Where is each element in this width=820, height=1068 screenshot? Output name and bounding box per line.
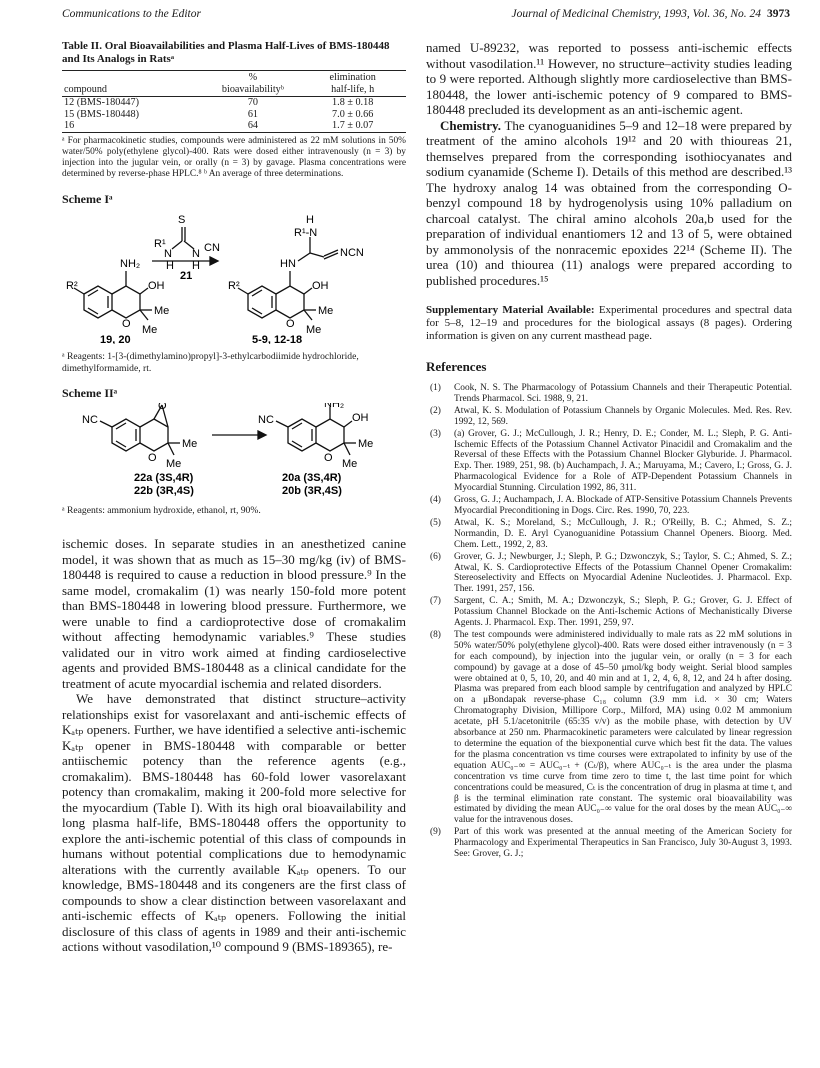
scheme2-nc-right: NC [258, 413, 274, 426]
reference-item [426, 827, 792, 860]
scheme2-oh: OH [352, 411, 369, 424]
reference-item [426, 630, 792, 826]
right-paragraph-1: named U-89232, was reported to possess anti-ischemic effects without vasodilation.¹¹ However, no structure–activity studies leading to 9 were reported. Although slightly more cardioselective than BMS-180448, the lower anti-ischemic potency of 9 compared to BMS-180448 precluded its development as an anti-ischemic agent. [426, 40, 792, 117]
reference-text: Part of this work was presented at the annual meeting of the American Society for Pharmacology and Experimental Therapeutics in San Francisco, July 30-August 3, 1993. See: Grover, G. J.; [454, 827, 792, 860]
supplementary-heading: Supplementary Material Available: [426, 304, 595, 316]
scheme-2-footnote: ᵃ Reagents: ammonium hydroxide, ethanol, rt, 90%. [62, 504, 261, 516]
scheme1-o-right: O [286, 318, 295, 331]
chemistry-paragraph [426, 118, 792, 289]
header-bioavailability-label: bioavailabilityᵇ [221, 83, 284, 95]
header-elimination: elimination [329, 72, 376, 83]
supplementary-material [426, 304, 792, 343]
scheme1-h-left: H [166, 260, 174, 273]
cell-bioavailability: 61 [247, 108, 258, 120]
table-row [62, 120, 406, 132]
cell-compound: 15 (BMS-180448) [64, 108, 139, 120]
left-paragraph-1: ischemic doses. In separate studies in an anesthetized canine model, it was shown that as much as 15–30 mg/kg (iv) of BMS-180448 is required to cause a reduction in blood pressure.⁹ In the same model, cromakalim (1) was nearly 150-fold more potent than BMS-180448 in lowering blood pressure. Furthermore, we were unable to find a cardioprotective dose of cromakalim without affecting hemodynamic variables.⁹ These studies validated our in vitro work aimed at finding cardioselective agents and provided BMS-180448 as a clinical candidate for the treatment of acute myocardial ischemia and related disorders. [62, 536, 406, 691]
scheme2-nh2: NH₂ [324, 402, 345, 410]
scheme1-me-right-b: Me [306, 324, 322, 337]
table-footnote: ᵃ For pharmacokinetic studies, compounds were administered as 22 mM solutions in 50% water/50% poly(ethylene glycol)-400. Rats were dosed either intravenously (n = 3) by injection into the jugular vein, or orally (n = 3) by gavage. Plasma concentrations were determined by reverse-phase HPLC.⁸ ᵇ An average of three determinations. [62, 135, 406, 180]
reference-number: (9) [430, 827, 441, 838]
scheme2-nc-left: NC [82, 413, 98, 426]
cell-bioavailability: 64 [206, 120, 299, 132]
table-header-bioavailability [206, 71, 299, 97]
scheme1-oh-right: OH [312, 280, 329, 293]
table-row [62, 109, 406, 121]
reference-item [426, 406, 792, 428]
reference-item [426, 518, 792, 551]
scheme1-h-top: H [306, 214, 314, 227]
reference-text: Atwal, K. S. Modulation of Potassium Channels by Organic Molecules. Med. Res. Rev. 1992, 12, 569. [454, 405, 792, 427]
scheme-1-footnote: ᵃ Reagents: 1-[3-(dimethylamino)propyl]-3-ethylcarbodiimide hydrochloride, dimethylformamide, rt. [62, 351, 359, 374]
scheme1-s: S [178, 214, 186, 227]
reference-number: (1) [430, 383, 441, 393]
scheme1-o-left: O [122, 318, 131, 331]
running-header-left: Communications to the Editor [62, 8, 201, 20]
chemistry-text: The cyanoguanidines 5–9 and 12–18 were prepared by treatment of the amino alcohols 19¹² and 20 with thioureas 21, themselves prepared from the corresponding isothiocyanates and sodium cyanamide (Scheme I). Details of this method are described.¹³ The hydroxy analog 14 was obtained from the corresponding O-benzyl compound 18 by hydrogenolysis using 10% palladium on charcoal catalyst. The chiral amino alcohols 20a,b used for the preparation of individual enantiomers 12 and 13 of 5, were obtained by ammonolysis of the nonracemic epoxides 22¹⁴ (Scheme II). The urea (10) and thiourea (11) analogs were prepared according to published procedures.¹⁵ [426, 117, 792, 288]
scheme1-me-left-a: Me [154, 305, 170, 318]
scheme2-me-left-a: Me [182, 437, 198, 450]
reference-item [426, 495, 792, 517]
scheme-2-structure [62, 403, 406, 498]
reference-text: The test compounds were administered individually to male rats as 22 mM solutions in 50% water/50% poly(ethylene glycol)-400. Rats were dosed either intravenously (n = 3 for each compound), by injection into the jugular vein, or orally (n = 3 for each compound) by gavage at a dose of 45–50 μmol/kg body weight. Serial blood samples were obtained at 0, 5, 10, 20, and 40 min and at 1, 2, 4, 6, 8, 12, and 24 h after dosing. Plasma was prepared from each blood sample by centrifugation and analyzed by HPLC on a μBondapak reverse-phase C₁₈ column (3.9 mm i.d. × 30 cm; Waters Chromatography Division, Millipore Corp., Milford, MA) using 0.02 M ammonium acetate, pH 5.1/acetonitrile (65:35 v/v) as the mobile phase, with detection by UV absorbance at 250 nm. Pharmacokinetic parameters were calculated by linear regression to determine the equation of the biexponential curve which best fit the data. The values for the plasma concentration vs time courses were extrapolated to infinity by use of the equation AUC₀₋∞ = AUC₀₋ₜ + (Cₜ/β), where AUC₀₋ₜ is the area under the plasma concentration vs time curve from time zero to time t, the last time point for which concentrations could be measured, Cₜ is the concentration of drug in plasma at time t, and β is the terminal elimination rate constant. The systemic oral bioavailability was estimated by dividing the mean AUC₀₋∞ value for the oral doses by the mean AUC₀₋∞ value for the intravenous doses. [454, 629, 792, 826]
reference-item [426, 552, 792, 596]
reference-text: (a) Grover, G. J.; McCullough, J. R.; Henry, D. E.; Conder, M. L.; Sleph, P. G. Anti-Ischemic Effects of the Potassium Channel Activator Pinacidil and Cromakalim and the Reversal of these Effects with the Potassium Channel Blocker Glyburide. J. Pharmacol. Exp. Ther. 1989, 251, 98. (b) Auchampach, J. A.; Maruyama, M.; Cavero, I.; Gross, G. J. Pharmacological Evidence for a Role of ATP-Dependent Potassium Channels in Myocardial Stunning. Circulation 1992, 86, 311. [454, 428, 792, 494]
scheme-2-title: Scheme IIᵃ [62, 385, 118, 400]
reference-number: (8) [430, 629, 441, 640]
table-header-half-life [299, 71, 406, 97]
scheme1-reagent-number: 21 [180, 270, 193, 283]
table-header-compound: compound [64, 83, 108, 95]
reference-text: Grover, G. J.; Newburger, J.; Sleph, P. G.; Dzwonczyk, S.; Taylor, S. C.; Ahmed, S. Z.; Atwal, K. S. Cardioprotective Effects of the Potassium Channel Opener Cromakalim: Stereoselectivity and Effects on Myocardial Adenine Nucleotides. J. Pharmacol. Exp. Ther. 1991, 257, 156. [454, 551, 792, 595]
scheme1-h-right: H [192, 260, 200, 273]
scheme2-o-left: O [148, 451, 157, 464]
cell-half-life: 1.8 ± 0.18 [332, 97, 374, 108]
header-percent: % [248, 72, 258, 83]
right-column [426, 40, 792, 861]
journal-citation: Journal of Medicinal Chemistry, 1993, Vol. 36, No. 24 [511, 8, 761, 20]
chemistry-heading: Chemistry. [440, 117, 502, 133]
reference-text: Sargent, C. A.; Smith, M. A.; Dzwonczyk, S.; Sleph, P. G.; Grover, G. J. Effect of Potassium Channel Blockade on the Anti-Ischemic Actions of Mechanistically Diverse Agents. J. Pharmacol. Exp. Ther. 1991, 259, 97. [454, 596, 792, 629]
running-header-right [512, 8, 790, 20]
scheme1-nh2: NH₂ [120, 258, 141, 271]
reference-text: Gross, G. J.; Auchampach, J. A. Blockade of ATP-Sensitive Potassium Channels Prevents Myocardial Preconditioning in Dogs. Circ. Res. 1990, 70, 223. [454, 495, 792, 516]
header-half-life-label: half-life, h [331, 83, 375, 95]
reference-number: (4) [430, 495, 441, 506]
cell-bioavailability: 70 [247, 97, 258, 108]
scheme1-ncn: NCN [340, 247, 364, 260]
table-caption: Table II. Oral Bioavailabilities and Plasma Half-Lives of BMS-180448 and Its Analogs in Ratsᵃ [62, 40, 390, 65]
reference-number: (7) [430, 596, 441, 607]
scheme-1-structure [62, 209, 406, 344]
cell-compound: 16 [62, 120, 206, 132]
table-row [62, 97, 406, 109]
references-list [426, 383, 792, 860]
page-number: 3973 [767, 8, 790, 20]
reference-number: (6) [430, 551, 441, 562]
scheme1-r1: R¹ [154, 238, 166, 251]
reference-item [426, 429, 792, 494]
reference-number: (3) [430, 428, 441, 439]
scheme2-right-a: 20a (3S,4R) [282, 471, 342, 484]
cell-half-life: 1.7 ± 0.07 [299, 120, 406, 132]
reference-text: Atwal, K. S.; Moreland, S.; McCullough, J. R.; O'Reilly, B. C.; Ahmed, S. Z.; Normandin, D. E. Aryl Cyanoguanidine Potassium Channel Openers. Bioorg. Med. Chem. Lett., 1992, 2, 83. [454, 517, 792, 550]
scheme2-me-left-b: Me [166, 457, 182, 470]
scheme1-me-right-a: Me [318, 305, 334, 318]
scheme1-r2-right: R² [228, 280, 240, 293]
supplementary-text: Experimental procedures and spectral data for 5–8, 12–19 and procedures for the biological assays (8 pages). Ordering information is given on any current masthead page. [426, 304, 792, 342]
left-paragraph-2: We have demonstrated that distinct structure–activity relationships exist for vasorelaxant and anti-ischemic effects of Kₐₜₚ openers. Further, we have identified a selective anti-ischemic Kₐₜₚ opener in BMS-180448 with comparable or better antiischemic potency than the reference agents (e.g., cromakalim). BMS-180448 has 60-fold lower vasorelaxant potency than cromakalim, making it 200-fold more selective for the myocardium (Table I). With its high oral bioavailability and long plasma half-life, BMS-180448 offers the opportunity to explore the anti-ischemic potential of this class of compounds in humans without potential complications due to hemodynamic alterations with the currently available Kₐₜₚ openers. To our knowledge, BMS-180448 and its congeners are the first class of compounds to show a clear distinction between vasorelaxant and anti-ischemic effects of Kₐₜₚ openers. Following the initial disclosure of this class of agents in 1989 and their anti-ischemic actions without vasodilation,¹⁰ compound 9 (BMS-189365), re- [62, 691, 406, 955]
reference-text: Cook, N. S. The Pharmacology of Potassium Channels and their Therapeutic Potential. Trends Pharmacol. Sci. 1988, 9, 21. [454, 383, 792, 404]
cell-half-life: 7.0 ± 0.66 [332, 108, 374, 120]
scheme1-hn: HN [280, 258, 296, 271]
reference-item [426, 383, 792, 405]
reference-number: (5) [430, 517, 441, 528]
scheme1-r1n: R¹-N [294, 227, 318, 240]
scheme1-n-right: N [192, 248, 200, 261]
scheme2-right-b: 20b (3R,4S) [282, 484, 342, 497]
scheme2-left-a: 22a (3S,4R) [134, 471, 194, 484]
scheme1-me-left-b: Me [142, 324, 158, 337]
scheme1-r2-left: R² [66, 280, 78, 293]
left-column [62, 40, 406, 955]
reference-item [426, 596, 792, 629]
scheme1-cn: CN [204, 242, 220, 255]
reference-number: (2) [430, 405, 441, 416]
references-heading: References [426, 359, 487, 374]
scheme2-epoxide-o: O [158, 402, 167, 412]
scheme2-me-right-b: Me [342, 457, 358, 470]
scheme2-o-right: O [324, 451, 333, 464]
cell-compound: 12 (BMS-180447) [64, 97, 139, 108]
scheme1-oh-left: OH [148, 280, 165, 293]
scheme2-me-right-a: Me [358, 437, 374, 450]
scheme1-product-label: 5-9, 12-18 [252, 334, 303, 345]
scheme1-n-left: N [164, 248, 172, 261]
scheme-1-title: Scheme Iᵃ [62, 192, 113, 207]
scheme1-reactant-label: 19, 20 [100, 334, 131, 345]
scheme2-left-b: 22b (3R,4S) [134, 484, 194, 497]
bioavailability-table [62, 70, 406, 133]
